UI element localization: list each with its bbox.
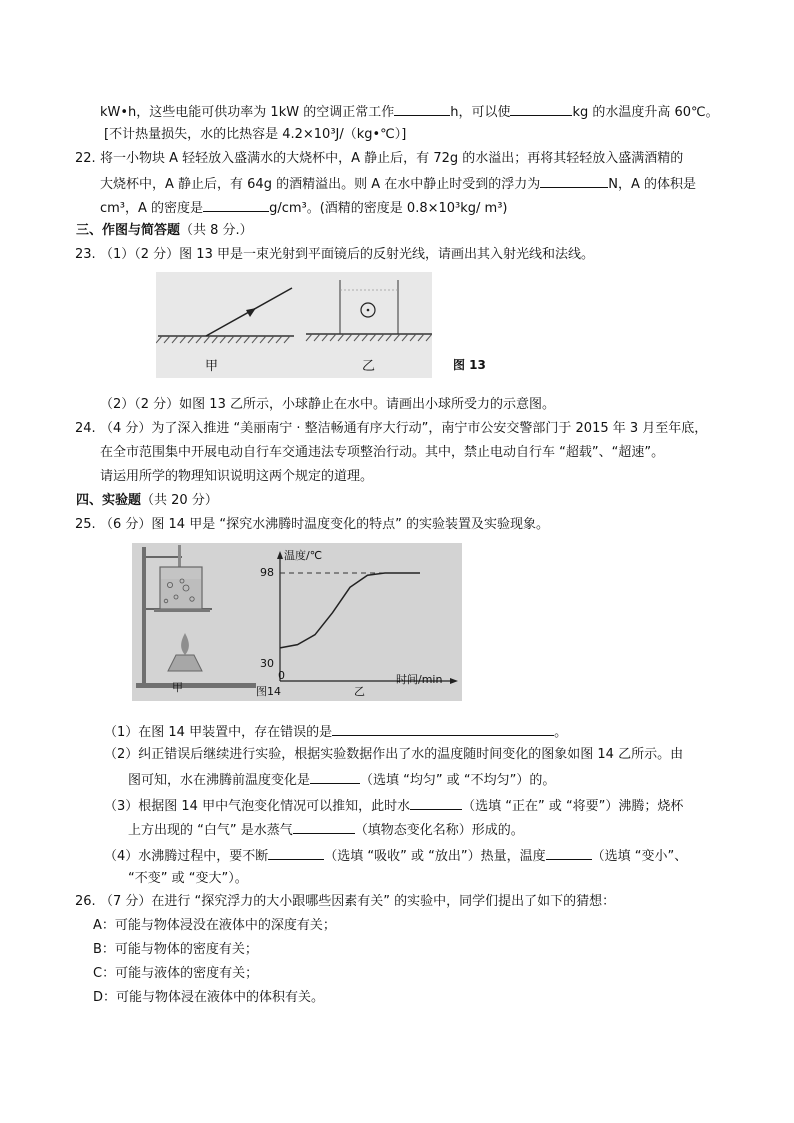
section-score: （共 20 分） <box>141 493 218 508</box>
q21-line-2: [不计热量损失，水的比热容是 4.2×10³J/（kg•℃）] <box>104 127 407 142</box>
q25-p3-text-d: （填物态变化名称）形成的。 <box>354 823 524 838</box>
wire-gauze <box>154 609 210 612</box>
section-4-heading <box>76 492 218 510</box>
answer-blank[interactable] <box>293 820 355 834</box>
origin-label: 0 <box>278 669 285 682</box>
y-axis-label: 温度/℃ <box>284 549 323 562</box>
q25-line-1: （6 分）图 14 甲是 “探究水沸腾时温度变化的特点” 的实验装置及实验现象。 <box>100 517 549 532</box>
answer-blank[interactable] <box>546 846 592 860</box>
q24-line-1: （4 分）为了深入推进 “美丽南宁 · 整洁畅通有序大行动”，南宁市公安交警部门于 2015 年 3 月至年底， <box>100 421 708 436</box>
q25-p3-text-c: 上方出现的 “白气” 是水蒸气 <box>128 823 293 838</box>
q23-line-1: （1）（2 分）图 13 甲是一束光射到平面镜后的反射光线，请画出其入射光线和法线。 <box>100 247 594 262</box>
y-tick-98: 98 <box>260 566 274 579</box>
q25-part-1 <box>104 722 567 742</box>
y-axis-arrow <box>277 551 283 559</box>
x-axis-arrow <box>450 678 458 684</box>
ground-hatching <box>306 334 432 341</box>
beaker-water <box>161 579 201 608</box>
figure-14-caption: 图14 <box>256 685 281 698</box>
q25-p2-text-b: （选填 “均匀” 或 “不均匀”）的。 <box>360 773 556 788</box>
answer-blank[interactable] <box>410 796 462 810</box>
q24-line-3: 请运用所学的物理知识说明这两个规定的道理。 <box>100 469 374 484</box>
section-score: （共 8 分.） <box>180 223 253 238</box>
lamp-flame <box>181 633 189 655</box>
y-tick-30: 30 <box>260 657 274 670</box>
ball-center <box>367 309 370 312</box>
temperature-curve <box>280 573 420 648</box>
q23-line-2: （2）（2 分）如图 13 乙所示，小球静止在水中。请画出小球所受力的示意图。 <box>100 397 555 412</box>
answer-blank[interactable] <box>268 846 324 860</box>
q22-line-2 <box>100 174 696 194</box>
stand-rod <box>142 547 146 685</box>
q25-p2-text-a: 图可知，水在沸腾前温度变化是 <box>128 773 311 788</box>
q25-part-3-line-1 <box>104 796 683 816</box>
q23-number: 23. <box>75 247 96 262</box>
q22-text-a: 大烧杯中，A 静止后，有 64g 的酒精溢出。则 A 在水中静止时受到的浮力为 <box>100 177 541 192</box>
answer-blank[interactable] <box>310 770 360 784</box>
q25-p4-text-a: （4）水沸腾过程中，要不断 <box>104 849 269 864</box>
figure-13-label-yi: 乙 <box>362 359 376 374</box>
q25-p3-text-b: （选填 “正在” 或 “将要”）沸腾；烧杯 <box>462 799 684 814</box>
q22-text-c: cm³，A 的密度是 <box>100 201 204 216</box>
q25-p1-text: （1）在图 14 甲装置中，存在错误的是 <box>104 725 333 740</box>
q22-line-3 <box>100 198 507 218</box>
q25-part-2-line-1: （2）纠正错误后继续进行实验，根据实验数据作出了水的温度随时间变化的图象如图 14 乙所示。由 <box>104 747 684 762</box>
q26-line-1: （7 分）在进行 “探究浮力的大小跟哪些因素有关” 的实验中，同学们提出了如下的猜想： <box>100 894 616 909</box>
q22-text-b: N，A 的体积是 <box>608 177 697 192</box>
ray-arrow <box>246 308 256 317</box>
q26-option-d: D：可能与物体浸在液体中的体积有关。 <box>93 990 325 1005</box>
x-axis-label: 时间/min <box>396 673 443 686</box>
q21-text-b: h，可以使 <box>450 105 511 120</box>
q25-part-2-line-2 <box>128 770 555 790</box>
q25-p1-end: 。 <box>554 725 568 740</box>
section-3-heading <box>76 222 253 240</box>
q21-line-1 <box>100 102 719 122</box>
q25-p3-text-a: （3）根据图 14 甲中气泡变化情况可以推知，此时水 <box>104 799 411 814</box>
stand-base <box>136 683 256 688</box>
answer-blank[interactable] <box>510 102 572 116</box>
answer-blank[interactable] <box>540 174 608 188</box>
figure-13-drawing <box>156 272 432 378</box>
section-title: 四、实验题 <box>76 493 142 508</box>
q25-part-4-line-2: “不变” 或 “变大”）。 <box>128 871 248 886</box>
answer-blank[interactable] <box>394 102 450 116</box>
alcohol-lamp <box>168 655 202 671</box>
figure-14-label-yi: 乙 <box>354 685 365 698</box>
q26-option-a: A：可能与物体浸没在液体中的深度有关； <box>93 918 336 933</box>
mirror-hatching <box>156 336 290 343</box>
q24-line-2: 在全市范围集中开展电动自行车交通违法专项整治行动。其中，禁止电动自行车 “超载”、“超速”。 <box>100 445 665 460</box>
figure-14-label-jia: 甲 <box>172 681 183 694</box>
q21-text-a: kW•h，这些电能可供功率为 1kW 的空调正常工作 <box>100 105 395 120</box>
q26-option-b: B：可能与物体的密度有关； <box>93 942 258 957</box>
section-title: 三、作图与简答题 <box>76 223 181 238</box>
q25-part-3-line-2 <box>128 820 524 840</box>
figure-13-caption: 图 13 <box>453 358 486 372</box>
q21-text-c: kg 的水温度升高 60℃。 <box>572 105 719 120</box>
figure-13 <box>156 272 432 378</box>
q22-text-d: g/cm³。(酒精的密度是 0.8×10³kg/ m³) <box>269 201 508 216</box>
answer-blank[interactable] <box>203 198 269 212</box>
q22-number: 22. <box>75 151 96 166</box>
q25-p4-text-c: （选填 “变小”、 <box>591 849 688 864</box>
q24-number: 24. <box>75 421 96 436</box>
q25-number: 25. <box>75 517 96 532</box>
figure-13-label-jia: 甲 <box>205 359 219 374</box>
q25-part-4-line-1 <box>104 846 687 866</box>
answer-blank[interactable] <box>332 722 554 736</box>
q26-option-c: C：可能与液体的密度有关； <box>93 966 259 981</box>
q22-line-1: 将一小物块 A 轻轻放入盛满水的大烧杯中，A 静止后，有 72g 的水溢出；再将其轻轻放入盛满酒精的 <box>100 151 684 166</box>
figure-14 <box>132 543 462 701</box>
q26-number: 26. <box>75 894 96 909</box>
q25-p4-text-b: （选填 “吸收” 或 “放出”）热量，温度 <box>324 849 546 864</box>
